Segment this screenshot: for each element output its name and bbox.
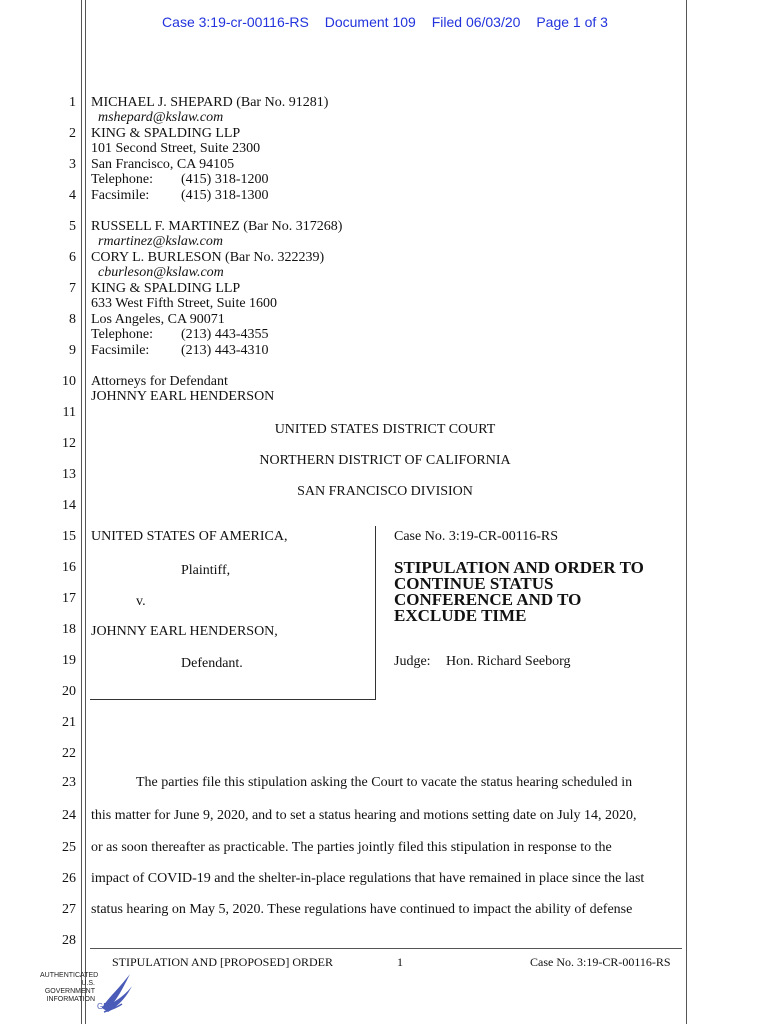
court-division: SAN FRANCISCO DIVISION bbox=[297, 484, 473, 499]
header-document-number: Document 109 bbox=[324, 14, 416, 30]
body-line: impact of COVID-19 and the shelter-in-place regulations that have remained in place since the last bbox=[91, 871, 645, 886]
line-number: 28 bbox=[62, 933, 76, 948]
filing-header bbox=[0, 14, 770, 30]
right-margin-rule bbox=[686, 0, 687, 1024]
body-line: or as soon thereafter as practicable. The parties jointly filed this stipulation in response to the bbox=[91, 840, 612, 855]
attorney-email: mshepard@kslaw.com bbox=[98, 110, 224, 125]
court-name: UNITED STATES DISTRICT COURT bbox=[274, 422, 496, 437]
line-number: 15 bbox=[62, 529, 76, 544]
line-number: 21 bbox=[62, 715, 76, 730]
defendant-name: JOHNNY EARL HENDERSON, bbox=[91, 624, 278, 639]
facsimile-number: (415) 318-1300 bbox=[181, 188, 269, 203]
line-number: 8 bbox=[69, 312, 76, 327]
line-number: 17 bbox=[62, 591, 76, 606]
court-district: NORTHERN DISTRICT OF CALIFORNIA bbox=[259, 453, 511, 468]
attorney-name: MICHAEL J. SHEPARD (Bar No. 91281) bbox=[91, 95, 329, 110]
seal-line-1: AUTHENTICATED bbox=[40, 972, 99, 979]
facsimile-number: (213) 443-4310 bbox=[181, 343, 269, 358]
judge-name: Hon. Richard Seeborg bbox=[446, 654, 571, 669]
line-number: 14 bbox=[62, 498, 76, 513]
line-number: 12 bbox=[62, 436, 76, 451]
line-number: 3 bbox=[69, 157, 76, 172]
seal-line-3: INFORMATION bbox=[46, 996, 95, 1003]
line-number: 2 bbox=[69, 126, 76, 141]
line-number: 11 bbox=[62, 405, 76, 420]
attorney-name: RUSSELL F. MARTINEZ (Bar No. 317268) bbox=[91, 219, 343, 234]
street-address: 101 Second Street, Suite 2300 bbox=[91, 141, 261, 156]
city-address: San Francisco, CA 94105 bbox=[91, 157, 235, 172]
line-number: 22 bbox=[62, 746, 76, 761]
attorney-email: rmartinez@kslaw.com bbox=[98, 234, 224, 249]
caption-divider bbox=[375, 526, 376, 700]
gpo-authentication-seal bbox=[40, 968, 135, 1020]
body-line: status hearing on May 5, 2020. These regulations have continued to impact the ability of defense bbox=[91, 902, 633, 917]
attorney-email: cburleson@kslaw.com bbox=[98, 265, 224, 280]
street-address: 633 West Fifth Street, Suite 1600 bbox=[91, 296, 278, 311]
caption-bottom-rule bbox=[90, 699, 376, 700]
eagle-icon bbox=[94, 968, 136, 1018]
footer-rule bbox=[90, 948, 682, 949]
footer-page-number: 1 bbox=[397, 955, 403, 969]
line-number: 26 bbox=[62, 871, 76, 886]
document-title: STIPULATION AND ORDER TO CONTINUE STATUS CONFERENCE AND TO EXCLUDE TIME bbox=[394, 558, 644, 625]
line-number: 27 bbox=[62, 902, 76, 917]
city-address: Los Angeles, CA 90071 bbox=[91, 312, 225, 327]
telephone-number: (415) 318-1200 bbox=[181, 172, 269, 187]
body-line: The parties file this stipulation asking the Court to vacate the status hearing scheduled in bbox=[136, 775, 633, 790]
seal-mark: GPO bbox=[97, 1002, 115, 1011]
line-number: 18 bbox=[62, 622, 76, 637]
defendant-label: Defendant. bbox=[181, 656, 243, 671]
line-number: 25 bbox=[62, 840, 76, 855]
plaintiff-name: UNITED STATES OF AMERICA, bbox=[91, 529, 288, 544]
versus: v. bbox=[136, 594, 146, 609]
footer-case-number: Case No. 3:19-CR-00116-RS bbox=[530, 955, 671, 969]
attorney-name: CORY L. BURLESON (Bar No. 322239) bbox=[91, 250, 325, 265]
line-number: 7 bbox=[69, 281, 76, 296]
line-number: 9 bbox=[69, 343, 76, 358]
seal-text bbox=[40, 972, 99, 1004]
plaintiff-label: Plaintiff, bbox=[181, 563, 231, 578]
facsimile-label: Facsimile: bbox=[91, 188, 150, 203]
left-margin-rule-outer bbox=[81, 0, 82, 1024]
facsimile-label: Facsimile: bbox=[91, 343, 150, 358]
line-number: 13 bbox=[62, 467, 76, 482]
law-firm: KING & SPALDING LLP bbox=[91, 281, 241, 296]
line-number: 6 bbox=[69, 250, 76, 265]
line-number: 19 bbox=[62, 653, 76, 668]
line-number: 24 bbox=[62, 808, 76, 823]
attorneys-for-line: Attorneys for Defendant bbox=[91, 374, 228, 389]
telephone-label: Telephone: bbox=[91, 327, 153, 342]
client-name: JOHNNY EARL HENDERSON bbox=[91, 389, 275, 404]
telephone-label: Telephone: bbox=[91, 172, 153, 187]
header-filed-date: Filed 06/03/20 bbox=[431, 14, 521, 30]
header-case-number: Case 3:19-cr-00116-RS bbox=[162, 14, 309, 30]
line-number: 20 bbox=[62, 684, 76, 699]
case-number: Case No. 3:19-CR-00116-RS bbox=[394, 529, 558, 544]
seal-line-2: U.S. GOVERNMENT bbox=[44, 980, 95, 995]
left-margin-rule-inner bbox=[85, 0, 86, 1024]
footer-title: STIPULATION AND [PROPOSED] ORDER bbox=[112, 955, 334, 969]
line-number: 23 bbox=[62, 775, 76, 790]
body-line: this matter for June 9, 2020, and to set a status hearing and motions setting date on July 14, 2020, bbox=[91, 808, 637, 823]
law-firm: KING & SPALDING LLP bbox=[91, 126, 241, 141]
line-number: 4 bbox=[69, 188, 76, 203]
line-number: 5 bbox=[69, 219, 76, 234]
line-number: 10 bbox=[62, 374, 76, 389]
judge-label: Judge: bbox=[394, 654, 431, 669]
telephone-number: (213) 443-4355 bbox=[181, 327, 269, 342]
line-number: 1 bbox=[69, 95, 76, 110]
line-number: 16 bbox=[62, 560, 76, 575]
header-page-count: Page 1 of 3 bbox=[536, 14, 608, 30]
